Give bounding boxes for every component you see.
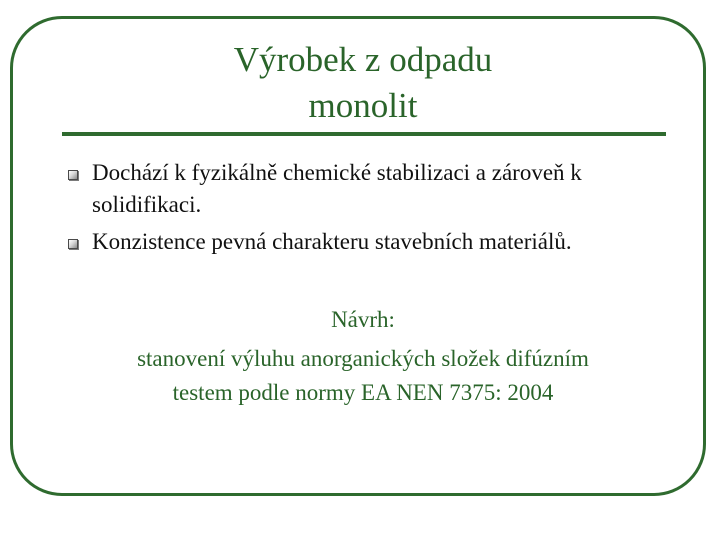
bullet-item-text: Konzistence pevná charakteru stavebních materiálů. xyxy=(92,229,572,254)
bullet-item-text: Dochází k fyzikálně chemické stabilizaci a zároveň k solidifikaci. xyxy=(92,160,582,217)
proposal-heading: Návrh: xyxy=(331,307,395,332)
title-divider xyxy=(62,132,666,136)
proposal-text-line-2: testem podle normy EA NEN 7375: 2004 xyxy=(172,380,554,405)
proposal-text-line-1: stanovení výluhu anorganických složek difúzním xyxy=(137,346,589,371)
square-bullet-icon xyxy=(68,170,78,180)
slide-title-line-1: Výrobek z odpadu xyxy=(233,40,493,79)
slide-title-line-2: monolit xyxy=(308,86,418,125)
square-bullet-icon xyxy=(68,239,78,249)
